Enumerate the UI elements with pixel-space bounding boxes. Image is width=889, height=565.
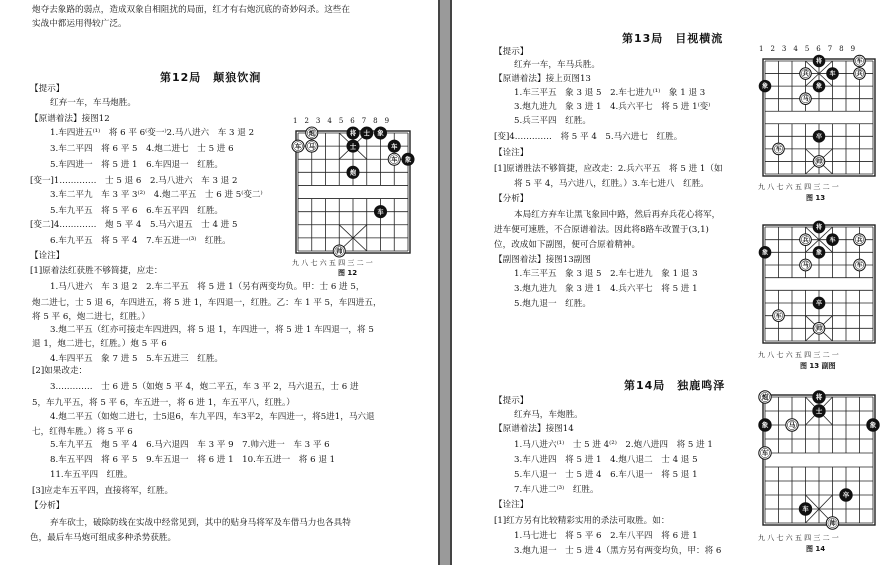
svg-text:兵: 兵 [856, 236, 863, 244]
right-book-page [452, 0, 889, 565]
xiangqi-board-14 [758, 390, 880, 530]
xiangqi-piece [759, 419, 771, 431]
note-line: 炮二进七，士 5 退 6，车四进五，将 5 进 1，车四退一，红胜。乙：车 1 平 5，车四进五， [32, 298, 382, 308]
figure12-caption: 图 12 [338, 269, 358, 277]
note-line: 将 5 平 4，马六进八，红胜。）3.车七进八 红胜。 [514, 179, 709, 189]
move-line: 3.车二平九 车 3 平 3⁽²⁾ 4.炮二平五 士 6 进 5⁽变二⁾ [50, 190, 263, 200]
moves-label: 【原谱着法】接图12 [30, 114, 110, 124]
note-line: [1]原着法红获胜不够简捷，应走： [30, 266, 163, 276]
svg-text:卒: 卒 [815, 133, 823, 141]
xiangqi-piece [388, 153, 400, 165]
svg-text:马: 马 [788, 421, 796, 430]
svg-text:车: 车 [391, 143, 398, 151]
svg-text:象: 象 [815, 249, 823, 257]
svg-text:车: 车 [377, 208, 384, 216]
move-line: 5.车九平五 将 5 平 6 6.车五平四 红胜。 [50, 206, 224, 216]
xiangqi-board-13-sub [758, 220, 880, 348]
left-book-page [0, 0, 438, 565]
xiangqi-piece [773, 310, 785, 322]
note-line: 5.车九平五 炮 5 平 4 6.马六退四 车 3 平 9 7.帅六进一 车 3 平 6 [50, 440, 330, 450]
svg-text:炮: 炮 [349, 169, 357, 177]
xiangqi-board-12 [291, 126, 415, 258]
xiangqi-piece [292, 140, 304, 152]
svg-text:兵: 兵 [802, 236, 809, 244]
xiangqi-piece [759, 80, 771, 92]
analysis-line: 色，最后车马炮可组成多种杀势获胜。 [30, 533, 177, 543]
sub-move-line: 1.车三平五 象 3 退 5 2.车七进九 象 1 退 3 [514, 269, 698, 279]
tips-label: 【提示】 [494, 47, 529, 57]
intro-line: 实战中都运用得较广泛。 [32, 19, 127, 29]
analysis-label: 【分析】 [30, 501, 65, 511]
xiangqi-piece [867, 419, 879, 431]
svg-text:马: 马 [308, 143, 315, 151]
move-line: 6.车九平五 将 5 平 4 7.车五进一⁽³⁾ 红胜。 [50, 236, 231, 246]
tips-text: 红弃一车，车马兵胜。 [514, 60, 600, 70]
move-line: 7.车八进二⁽³⁾ 红胜。 [514, 485, 599, 495]
board12-top-files: 1 2 3 4 5 6 7 8 9 [293, 117, 390, 125]
xiangqi-piece [827, 68, 839, 80]
svg-text:马: 马 [802, 262, 809, 270]
note-line: [1]红方另有比较精彩实用的杀法可取胜。如： [494, 516, 670, 526]
move-line: 3.车八进四 将 5 进 1 4.炮八退二 士 4 退 5 [514, 455, 698, 465]
note-line: 8.车五平四 将 6 平 5 9.车五退一 将 6 进 1 10.车五进一 将 6 退 1 [50, 455, 336, 465]
xiangqi-piece [800, 234, 812, 246]
analysis-label: 【分析】 [494, 194, 529, 204]
xiangqi-piece [361, 127, 373, 139]
xiangqi-piece [840, 489, 852, 501]
note-line: 5，车九平五，将 5 平 6，车五进一，将 6 进 1，车五平八，红胜。） [32, 398, 295, 408]
xiangqi-piece [813, 247, 825, 259]
svg-text:车: 车 [761, 449, 769, 458]
move-line: 5.兵三平四 红胜。 [514, 116, 591, 126]
move-line: 1.车四进五⁽¹⁾ 将 6 平 6⁽变一⁾2.马八进六 车 3 退 2 [50, 128, 255, 138]
xiangqi-piece [759, 391, 771, 403]
xiangqi-piece [374, 206, 386, 218]
xiangqi-piece [813, 131, 825, 143]
intro-line: 炮夺去象路的弱点，造成双象自相阻扰的局面，红才有右炮沉底的奇妙闷杀。这些在 [32, 5, 350, 15]
xiangqi-piece [402, 153, 414, 165]
move-line: 3.炮九进九 象 3 进 1 4.兵六平七 将 5 进 1⁽变⁾ [514, 102, 711, 112]
xiangqi-piece [799, 503, 811, 515]
note-line: 3.炮二平五（红亦可接走车四进四，将 5 退 1，车四进一，将 5 进 1 车四退一，将 5 [50, 325, 374, 335]
svg-text:象: 象 [815, 83, 823, 91]
xiangqi-piece [813, 297, 825, 309]
xiangqi-piece [333, 245, 345, 257]
xiangqi-piece [854, 259, 866, 271]
svg-text:车: 车 [856, 58, 863, 66]
svg-text:帅: 帅 [815, 158, 823, 166]
notes-label: 【诠注】 [494, 500, 529, 510]
note-line: 1.马八进六 车 3 退 2 2.车二平五 将 5 进 1（另有两变均负。甲：士 6 进 5， [50, 282, 365, 292]
xiangqi-piece [759, 447, 771, 459]
tips-label: 【提示】 [494, 396, 529, 406]
chapter12-title: 第12局 颠狼饮涧 [160, 71, 262, 84]
svg-text:卒: 卒 [815, 300, 823, 308]
note-line: 1.马七进七 将 5 平 6 2.车八平四 将 6 进 1 [514, 531, 698, 541]
moves-label: 【原谱着法】接上页图13 [494, 74, 591, 84]
svg-text:帅: 帅 [815, 325, 823, 333]
svg-text:士: 士 [349, 143, 357, 151]
svg-text:车: 车 [856, 262, 863, 270]
board13-bottom-files: 九 八 七 六 五 四 三 二 一 [758, 183, 839, 191]
move-line: [变二]4.………… 炮 5 平 4 5.马六退五 士 4 进 5 [30, 220, 238, 230]
xiangqi-piece [306, 127, 318, 139]
xiangqi-piece [374, 127, 386, 139]
tips-text: 红弃马，车炮胜。 [514, 410, 583, 420]
svg-text:卒: 卒 [842, 491, 850, 500]
notes-label: 【诠注】 [30, 251, 65, 261]
xiangqi-piece [813, 405, 825, 417]
svg-text:象: 象 [404, 156, 412, 164]
tips-text: 红弃一车，车马炮胜。 [50, 98, 136, 108]
xiangqi-piece [813, 80, 825, 92]
xiangqi-piece [800, 93, 812, 105]
move-line: 3.车二平四 将 6 平 5 4.炮二进七 士 5 进 6 [50, 144, 234, 154]
xiangqi-piece [347, 140, 359, 152]
xiangqi-piece [813, 391, 825, 403]
xiangqi-piece [813, 55, 825, 67]
sub-move-line: 3.炮九进九 象 3 进 1 4.兵六平七 将 5 进 1 [514, 284, 698, 294]
moves-label: 【原谱着法】接图14 [494, 424, 574, 434]
svg-text:兵: 兵 [802, 70, 809, 78]
note-line: 11.车五平四 红胜。 [50, 470, 133, 480]
xiangqi-piece [854, 55, 866, 67]
notes-label: 【诠注】 [494, 148, 529, 158]
xiangqi-piece [854, 68, 866, 80]
svg-text:炮: 炮 [308, 130, 315, 138]
figure13-caption: 图 13 [806, 194, 826, 202]
svg-text:兵: 兵 [856, 70, 863, 78]
xiangqi-piece [759, 247, 771, 259]
svg-text:象: 象 [869, 421, 877, 430]
figure14-caption: 图 14 [806, 545, 826, 553]
note-line: 4.车四平五 象 7 进 5 5.车五进三 红胜。 [50, 354, 224, 364]
svg-text:车: 车 [391, 156, 398, 164]
xiangqi-board-13 [758, 54, 880, 181]
svg-text:象: 象 [761, 83, 769, 91]
xiangqi-piece [786, 419, 798, 431]
analysis-line: 本局红方弃车让黑飞象回中路，然后再弃兵花心将军， [514, 210, 721, 220]
analysis-line: 弃车砍士，破除防线在实战中经常见到，其中的贴身马将军及车借马力也各具特 [50, 518, 351, 528]
svg-text:士: 士 [815, 407, 823, 416]
svg-text:象: 象 [761, 421, 769, 430]
note-line: 将 5 平 6，炮二进七，红胜。） [32, 312, 150, 322]
xiangqi-piece [306, 140, 318, 152]
sub-move-line: 5.炮九退一 红胜。 [514, 299, 591, 309]
analysis-line: 进车便可速胜，不合原谱着法。因此将8路车改置于(3,1) [494, 225, 709, 235]
note-line: [3]应走车五平四，直接将军，红胜。 [32, 486, 174, 496]
svg-text:将: 将 [815, 224, 823, 232]
svg-text:帅: 帅 [829, 519, 836, 528]
svg-text:士: 士 [363, 130, 370, 138]
svg-text:象: 象 [377, 130, 384, 138]
xiangqi-piece [773, 143, 785, 155]
note-line: 3.炮九退一 士 5 进 4（黑方另有两变均负，甲：将 6 [514, 546, 722, 556]
svg-text:车: 车 [829, 70, 836, 78]
svg-text:车: 车 [802, 505, 809, 514]
book-gutter [438, 0, 452, 565]
svg-text:将: 将 [815, 393, 823, 402]
chapter13-title: 第13局 目视横流 [622, 32, 724, 45]
svg-text:帅: 帅 [336, 248, 343, 256]
svg-text:车: 车 [775, 312, 782, 320]
xiangqi-piece [826, 517, 838, 529]
xiangqi-piece [800, 259, 812, 271]
xiangqi-piece [854, 234, 866, 246]
board13-top-files: 1 2 3 4 5 6 7 8 9 [759, 45, 856, 53]
move-line: 5.车八退一 士 5 进 4 6.车八退一 将 5 退 1 [514, 470, 698, 480]
xiangqi-piece [347, 127, 359, 139]
xiangqi-piece [347, 166, 359, 178]
svg-text:将: 将 [815, 58, 823, 66]
svg-text:将: 将 [349, 130, 357, 138]
xiangqi-piece [813, 323, 825, 335]
svg-text:车: 车 [829, 236, 836, 244]
note-line: 3.………… 士 6 进 5（如炮 5 平 4，炮二平五，车 3 平 2，马六退五，士 6 进 [50, 382, 359, 392]
analysis-line: 位，改成如下副图，便可合原着精神。 [494, 240, 641, 250]
note-line: [1]原谱胜法不够简捷，应改走：2.兵六平五 将 5 进 1（如 [494, 164, 723, 174]
chapter14-title: 第14局 独鹿鸣泽 [624, 379, 726, 392]
board12-bottom-files: 九 八 七 六 五 四 三 二 一 [292, 259, 373, 267]
move-line: 5.车四进一 将 5 进 1 6.车四退一 红胜。 [50, 160, 224, 170]
figure13-sub-caption: 图 13 副图 [800, 362, 836, 370]
note-line: 4.炮二平五（如炮二进七，士5退6，车九平四，车3平2，车四进一，将5进1，马六退 [50, 412, 375, 422]
svg-text:象: 象 [761, 249, 769, 257]
note-line: 退 1，炮二进七，红胜。）炮 5 平 6 [32, 339, 167, 349]
board14-bottom-files: 九 八 七 六 五 四 三 二 一 [758, 534, 839, 542]
move-line: 1.车三平五 象 3 退 5 2.车七进九⁽¹⁾ 象 1 退 3 [514, 88, 706, 98]
move-line: 1.马八进六⁽¹⁾ 士 5 进 4⁽²⁾ 2.炮八进四 将 5 进 1 [514, 440, 713, 450]
move-line: [变一]1.………… 士 5 退 6 2.马八进六 车 3 退 2 [30, 176, 238, 186]
svg-text:车: 车 [775, 145, 782, 153]
note-line: [2]如果改走： [32, 366, 88, 376]
xiangqi-piece [813, 156, 825, 168]
board13b-bottom-files: 九 八 七 六 五 四 三 二 一 [758, 351, 839, 359]
note-line: 七，红得车胜。）将 5 平 6 [32, 427, 133, 437]
xiangqi-piece [388, 140, 400, 152]
svg-text:马: 马 [802, 95, 809, 103]
xiangqi-piece [813, 221, 825, 233]
sub-moves-label: 【副图着法】接图13副图 [494, 255, 591, 265]
xiangqi-piece [800, 68, 812, 80]
xiangqi-piece [827, 234, 839, 246]
move-line: [变]4.………… 将 5 平 4 5.马六进七 红胜。 [494, 132, 683, 142]
svg-text:车: 车 [294, 143, 302, 151]
tips-label: 【提示】 [30, 84, 65, 94]
svg-text:炮: 炮 [761, 393, 769, 402]
